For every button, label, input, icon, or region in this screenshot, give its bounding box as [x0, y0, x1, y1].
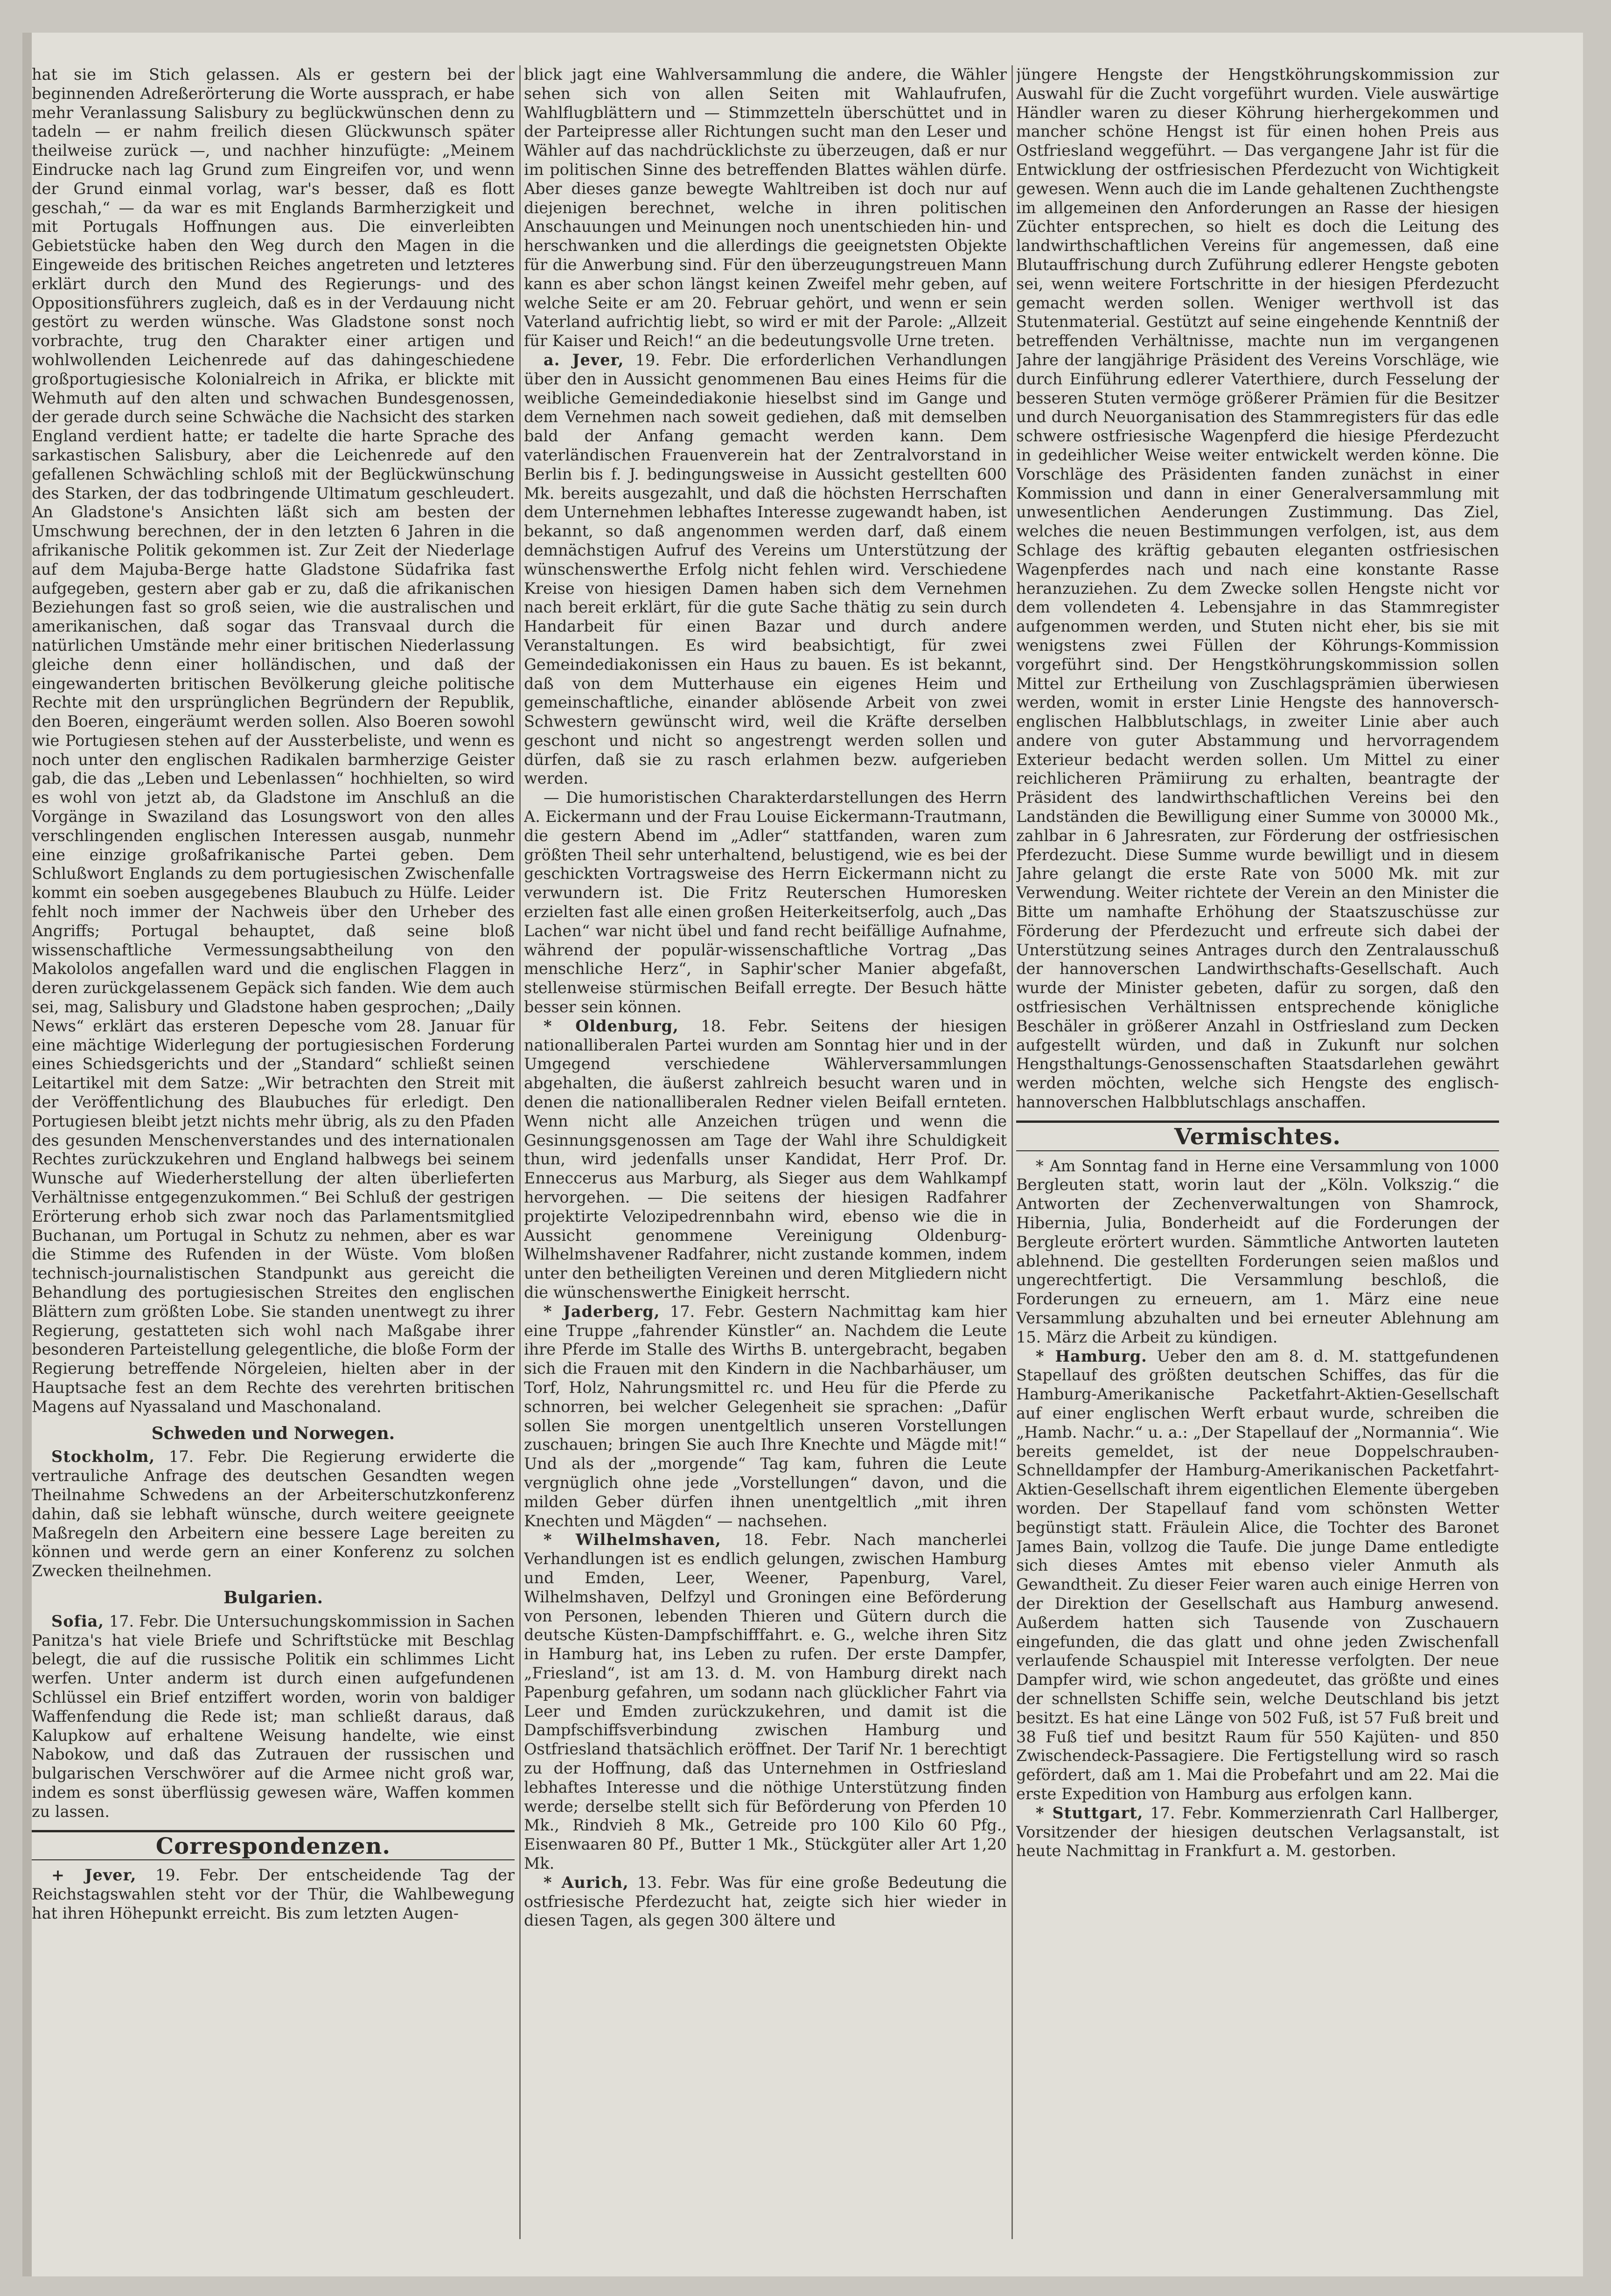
article-england-portugal: hat sie im Stich gelassen. Als er gestern bei der beginnenden Adreßerörterung die Worte aussprach, er habe mehr Veranlassung Salisbury zu beglückwünschen denn zu tadeln — er nahm freilich diesen Glückwunsch später theilweise zurück —, und nachher hinzufügte: „Meinem Eindrucke nach lag Grund zum Eingreifen vor, und wenn der Grund einmal vorlag, war's besser, daß es flott geschah,“ — da war es mit Englands Barmherzigkeit und mit Portugals Hoffnungen aus. Die einverleibten Gebietstücke haben den Weg durch den Magen in die Eingeweide des britischen Reiches angetreten und letzteres erklärt durch den Mund des Regierungs- und des Oppositionsführers zugleich, daß es in der Verdauung nicht gestört zu werden wünsche. Was Gladstone sonst noch vorbrachte, trug den Charakter einer artigen und wohlwollenden Leichenrede auf das dahingeschiedene großportugiesische Kolonialreich in Afrika, er blickte mit Wehmuth auf den alten und schwachen Bundesgenossen, der gerade durch seine Schwäche die Nachsicht des starken England verdient hatte; er tadelte die harte Sprache des sarkastischen Salisbury, aber die Leichenrede auf den gefallenen Schwächling schloß mit der Beglückwünschung des Starken, der das todbringende Ultimatum geschleudert. An Gladstone's Ansichten läßt sich am besten der Umschwung berechnen, der in den letzten 6 Jahren in die afrikanische Politik gekommen ist. Zur Zeit der Niederlage auf dem Majuba-Berge hatte Gladstone Südafrika fast aufgegeben, gestern aber gab er zu, daß die afrikanischen Beziehungen fast so groß seien, wie die australischen und amerikanischen, daß sogar das Transvaal durch die natürlichen Umstände mehr einer britischen Niederlassung gleiche denn einer holländischen, und daß der eingewanderten britischen Bevölkerung gleiche politische Rechte mit den ursprünglichen Begründern der Republik, den Boeren, eingeräumt werden sollen. Also Boeren sowohl wie Portugiesen stehen auf der Aussterbeliste, und wenn es noch unter den englischen Radikalen barmherzige Geister gab, die das „Leben und Lebenlassen“ hochhielten, so wird es wohl von jetzt ab, da Gladstone im Anschluß an die Vorgänge in Swaziland das Losungswort von den alles verschlingenden englischen Interessen ausgab, nunmehr eine einzige großafrikanische Partei geben. Dem Schlußwort Englands zu dem portugiesischen Zwischenfalle kommt ein soeben ausgegebenes Blaubuch zu Hülfe. Leider fehlt noch immer der Nachweis über den Urheber des Angriffs; Portugal behauptet, daß seine bloß wissenschaftliche Vermessungsabtheilung von den Makololos angefallen ward und die englischen Flaggen in deren zurückgelassenem Gepäck sich fanden. Wie dem auch sei, mag, Salisbury und Gladstone haben gesprochen; „Daily News“ erklärt das ersteren Depesche vom 28. Januar für eine mächtige Widerlegung der portugiesischen Forderung eines Schiedsgerichts und der „Standard“ schließt seinen Leitartikel mit dem Satze: „Wir betrachten den Streit mit der Veröffentlichung des Blaubuches für erledigt. Den Portugiesen bleibt jetzt nichts mehr übrig, als zu den Pfaden des gesunden Menschenverstandes und des internationalen Rechtes zurückzukehren und England halbwegs bei seinem Wunsche auf Wiederherstellung der alten überlieferten Verhältnisse entgegenzukommen.“ Bei Schluß der gestrigen Erörterung erhob sich zwar noch das Parlamentsmitglied Buchanan, um Portugal in Schutz zu nehmen, aber es war die Stimme des Rufenden in der Wüste. Vom bloßen technisch-journalistischen Standpunkt aus gereicht die Behandlung des portugiesischen Streites den englischen Blättern zum größten Lobe. Sie standen unentwegt zu ihrer Regierung, gestatteten sich wohl nach Maßgabe ihrer besonderen Parteistellung gelegentliche, die bloße Form der Regierung betreffende Nörgeleien, hielten aber in der Hauptsache fest an dem Rechte des verehrten britischen Magens auf Nyassaland und Maschonaland.: [32, 65, 515, 1416]
column-2: [524, 65, 1007, 2276]
column-rule-1: [519, 65, 521, 2239]
article-election-continued: blick jagt eine Wahlversammlung die andere, die Wähler sehen sich von allen Seiten mit Wahlaufrufen, Wahlflugblättern und — Stimmzetteln überschüttet und in der Parteipresse aller Richtungen sucht man den Leser und Wähler auf das nachdrücklichste zu überzeugen, daß er nur im politischen Sinne des betreffenden Blattes wählen dürfe. Aber dieses ganze bewegte Wahltreiben ist doch nur auf diejenigen berechnet, welche in ihren politischen Anschauungen und Meinungen noch unentschieden hin- und herschwanken und die allerdings die geeignetsten Objekte für die Anwerbung sind. Für den überzeugungstreuen Mann kann es aber schon längst keinen Zweifel mehr geben, auf welche Seite er am 20. Februar gehört, und wenn er sein Vaterland aufrichtig liebt, so wird er mit der Parole: „Allzeit für Kaiser und Reich!“ an die bedeutungsvolle Urne treten.: [524, 65, 1007, 350]
dateline-aurich: * Aurich,: [544, 1873, 629, 1892]
page-binding-edge: [22, 33, 32, 2276]
article-eickermann: — Die humoristischen Charakterdarstellungen des Herrn A. Eickermann und der Frau Louise Eickermann-Trautmann, die gestern Abend im „Adler“ stattfanden, waren zum größten Theil sehr unterhaltend, belustigend, wie es bei der geschickten Vortragsweise des Herrn Eickermann nicht zu verwundern ist. Die Fritz Reuterschen Humoresken erzielten fast alle einen großen Heiterkeitserfolg, auch „Das Lachen“ war nicht übel und fand recht beifällige Aufnahme, während der populär-wissenschaftliche Vortrag „Das menschliche Herz“, in Saphir'scher Manier abgefaßt, stellenweise stürmischen Beifall erregte. Der Besuch hätte besser sein können.: [524, 788, 1007, 1016]
dateline-hamburg: * Hamburg.: [1036, 1347, 1147, 1365]
dateline-stockholm: Stockholm,: [51, 1447, 155, 1466]
article-herne: * Am Sonntag fand in Herne eine Versammlung von 1000 Bergleuten statt, worin laut der „Köln. Volkszig.“ die Antworten der Zechenverwaltungen von Shamrock, Hibernia, Julia, Bonderheidt auf die Forderungen der Bergleute erörtert wurden. Sämmtliche Antworten lauteten ablehnend. Die gestellten Forderungen seien maßlos und ungerechtfertigt. Die Versammlung beschloß, die Forderungen zu erneuern, am 1. März eine neue Versammlung abzuhalten und bei erneuter Ablehnung am 15. März die Arbeit zu kündigen.: [1016, 1156, 1499, 1346]
section-heading-vermischtes: Vermischtes.: [1016, 1120, 1499, 1151]
dateline-jever-a: a. Jever,: [544, 350, 624, 369]
article-stockholm: Stockholm, 17. Febr. Die Regierung erwiderte die vertrauliche Anfrage des deutschen Gesandten wegen Theilnahme Schwedens an der Arbeiterschutzkonferenz dahin, daß sie lebhaft wünsche, durch weitere geeignete Maßregeln den Arbeitern eine bessere Lage bereiten zu können und werde gern an einer Konferenz zu solchen Zwecken theilnehmen.: [32, 1447, 515, 1580]
article-jaderberg: * Jaderberg, 17. Febr. Gestern Nachmittag kam hier eine Truppe „fahrender Künstler“ an. Nachdem die Leute ihre Pferde im Stalle des Wirths B. untergebracht, begaben sich die Frauen mit den Kindern in die Nachbarhäuser, um Torf, Holz, Nahrungsmittel rc. und Heu für die Pferde zu schnorren, bei welcher Gelegenheit sie sprachen: „Dafür sollen Sie morgen unentgeltlich unseren Vorstellungen zuschauen; bringen Sie auch Ihre Knechte und Mägde mit!“ Und als der „morgende“ Tag kam, fuhren die Leute vergnüglich ohne jede „Vorstellungen“ davon, und die milden Geber dürfen ihnen unentgeltlich „mit ihren Knechten und Mägden“ — nachsehen.: [524, 1302, 1007, 1530]
dateline-oldenburg: * Oldenburg,: [544, 1016, 679, 1035]
newspaper-page: [22, 33, 1583, 2276]
article-jever-diakonie: a. Jever, 19. Febr. Die erforderlichen Verhandlungen über den in Aussicht genommenen Bau eines Heims für die weibliche Gemeindediakonie hieselbst sind im Gange und dem Vernehmen nach soweit gediehen, daß mit demselben bald der Anfang gemacht werden kann. Dem vaterländischen Frauenverein hat der Zentralvorstand in Berlin bis f. J. bedingungsweise in Aussicht gestellten 600 Mk. bereits ausgezahlt, und daß die höchsten Herrschaften dem Unternehmen lebhaftes Interesse zugewandt haben, ist bekannt, so daß angenommen werden darf, daß einem demnächstigen Aufruf des Vereins um Unterstützung der wünschenswerthe Erfolg nicht fehlen wird. Verschiedene Kreise von hiesigen Damen haben sich dem Vernehmen nach bereit erklärt, für die gute Sache thätig zu sein durch Handarbeit für einen Bazar und durch andere Veranstaltungen. Es wird beabsichtigt, für zwei Gemeindediakonissen ein Haus zu bauen. Es ist bekannt, daß von dem Mutterhause ein eigenes Heim und gemeinschaftliche, einander ablösende Arbeit von zwei Schwestern gewünscht wird, weil die Kräfte derselben geschont und nicht so angestrengt werden sollen und dürfen, daß sie zu rasch erlahmen bezw. aufgerieben werden.: [524, 350, 1007, 788]
article-sofia: Sofia, 17. Febr. Die Untersuchungskommission in Sachen Panitza's hat viele Briefe und Schriftstücke mit Beschlag belegt, die auf die russische Politik ein schlimmes Licht werfen. Unter anderm ist durch einen aufgefundenen Schlüssel ein Brief entziffert worden, worin von baldiger Waffenfendung die Rede ist; man schließt daraus, daß Kalupkow auf erhaltene Weisung handelte, wie einst Nabokow, und daß das Zutrauen der russischen und bulgarischen Verschwörer auf die Armee nicht groß war, indem es sonst überflüssig gewesen wäre, Waffen kommen zu lassen.: [32, 1612, 515, 1821]
section-heading-bulgaria: Bulgarien.: [223, 1587, 323, 1607]
article-jever-election: + Jever, 19. Febr. Der entscheidende Tag der Reichstagswahlen steht vor der Thür, die Wahlbewegung hat ihren Höhepunkt erreicht. Bis zum letzten Augen-: [32, 1866, 515, 1922]
dateline-sofia: Sofia,: [51, 1612, 105, 1630]
article-stuttgart: * Stuttgart, 17. Febr. Kommerzienrath Carl Hallberger, Vorsitzender der hiesigen deutschen Verlagsanstalt, ist heute Nachmittag in Frankfurt a. M. gestorben.: [1016, 1803, 1499, 1860]
column-3: [1016, 65, 1499, 2276]
article-wilhelmshaven: * Wilhelmshaven, 18. Febr. Nach mancherlei Verhandlungen ist es endlich gelungen, zwischen Hamburg und Emden, Leer, Weener, Papenburg, Varel, Wilhelmshaven, Delfzyl und Groningen eine Beförderung von Personen, lebenden Thieren und Gütern durch die deutsche Küsten-Dampfschifffahrt. e. G., welche ihren Sitz in Hamburg hat, ins Leben zu rufen. Der erste Dampfer, „Friesland“, ist am 13. d. M. von Hamburg direkt nach Papenburg gefahren, um sodann nach glücklicher Fahrt via Leer und Emden zurückzukehren, und damit ist die Dampfschiffsverbindung zwischen Hamburg und Ostfriesland thatsächlich eröffnet. Der Tarif Nr. 1 berechtigt zu der Hoffnung, daß das Unternehmen in Ostfriesland lebhaftes Interesse und die nöthige Unterstützung finden werde; derselbe stellt sich für Beförderung von Pferden 10 Mk., Rindvieh 8 Mk., Getreide pro 100 Kilo 60 Pfg., Eisenwaaren 80 Pf., Butter 1 Mk., Stückgüter aller Art 1,20 Mk.: [524, 1531, 1007, 1872]
article-hamburg: * Hamburg. Ueber den am 8. d. M. stattgefundenen Stapellauf des größten deutschen Schiffes, das für die Hamburg-Amerikanische Packetfahrt-Aktien-Gesellschaft auf einer englischen Werft erbaut wurde, schreiben die „Hamb. Nachr.“ u. a.: „Der Stapellauf der „Normannia“. Wie bereits gemeldet, ist der neue Doppelschrauben-Schnelldampfer der Hamburg-Amerikanischen Packetfahrt-Aktien-Gesellschaft ihrem eigentlichen Elemente übergeben worden. Der Stapellauf fand vom schönsten Wetter begünstigt statt. Fräulein Alice, die Tochter des Baronet James Bain, vollzog die Taufe. Die junge Dame entledigte sich dieses Amtes mit ebenso vieler Anmuth als Gewandtheit. Zu dieser Feier waren auch einige Herren von der Direktion der Gesellschaft aus Hamburg anwesend. Außerdem hatten sich Tausende von Zuschauern eingefunden, die das glatt und ohne jeden Zwischenfall verlaufende Schauspiel mit Interesse verfolgten. Der neue Dampfer wird, wie schon angedeutet, das größte und eines der schnellsten Schiffe sein, welche Deutschland bis jetzt besitzt. Es hat eine Länge von 502 Fuß, ist 57 Fuß breit und 38 Fuß tief und besitzt Raum für 550 Kajüten- und 850 Zwischendeck-Passagiere. Die Fertigstellung wird so rasch gefördert, daß am 1. Mai die Probefahrt und am 22. Mai die erste Expedition von Hamburg aus erfolgen kann.: [1016, 1347, 1499, 1803]
column-1: [32, 65, 515, 2276]
article-aurich: * Aurich, 13. Febr. Was für eine große Bedeutung die ostfriesische Pferdezucht hat, zeigte sich hier wieder in diesen Tagen, als gegen 300 ältere und: [524, 1873, 1007, 1930]
dateline-jever: + Jever,: [51, 1866, 137, 1885]
section-heading-correspondenzen: Correspondenzen.: [32, 1830, 515, 1861]
dateline-wilhelmshaven: * Wilhelmshaven,: [544, 1531, 721, 1549]
column-rule-2: [1011, 65, 1013, 2239]
dateline-stuttgart: * Stuttgart,: [1036, 1803, 1144, 1822]
article-aurich-continued: jüngere Hengste der Hengstköhrungskommission zur Auswahl für die Zucht vorgeführt wurden. Viele auswärtige Händler waren zu dieser Köhrung hierhergekommen und mancher schöne Hengst ist für einen hohen Preis aus Ostfriesland weggeführt. — Das vergangene Jahr ist für die Entwicklung der ostfriesischen Pferdezucht von Wichtigkeit gewesen. Wenn auch die im Lande gehaltenen Zuchthengste im allgemeinen den Anforderungen an Rasse der hiesigen Züchter entsprechen, so hielt es doch die Leitung des landwirthschaftlichen Vereins für angemessen, daß eine Blutauffrischung durch Zuführung edlerer Hengste geboten sei, wenn weitere Fortschritte in der hiesigen Pferdezucht gemacht werden sollen. Weniger werthvoll ist das Stutenmaterial. Gestützt auf seine eingehende Kenntniß der betreffenden Verhältnisse, machte nun im vergangenen Jahre der langjährige Präsident des Vereins Vorschläge, wie durch Einführung edlerer Vaterthiere, durch Fesselung der besseren Stuten vermöge größerer Prämien für die Besitzer und durch Neuorganisation des Stammregisters für das edle schwere ostfriesische Wagenpferd die hiesige Pferdezucht in gedeihlicher Weise weiter entwickelt werden könne. Die Vorschläge des Präsidenten fanden zunächst in einer Kommission und dann in einer Generalversammlung mit unwesentlichen Aenderungen Zustimmung. Das Ziel, welches die neuen Bestimmungen verfolgen, ist, aus dem Schlage des kräftig gebauten eleganten ostfriesischen Wagenpferdes nach und nach eine konstante Rasse heranzuziehen. Zu dem Zwecke sollen Hengste nicht vor dem vollendeten 4. Lebensjahre in das Stammregister aufgenommen werden, und Stuten nicht eher, bis sie mit wenigstens zwei Füllen der Köhrungs-Kommission vorgeführt sind. Der Hengstköhrungskommission sollen Mittel zur Ertheilung von Zuschlagsprämien überwiesen werden, womit in erster Linie Hengste des hannoversch-englischen Halbblutschlags, in zweiter Linie aber auch andere von guter Abstammung und hervorragendem Exterieur bedacht werden sollen. Um Mittel zu einer reichlicheren Prämiirung zu erhalten, beantragte der Präsident des landwirthschaftlichen Vereins bei den Landständen die Bewilligung einer Summe von 30000 Mk., zahlbar in 6 Jahresraten, zur Förderung der ostfriesischen Pferdezucht. Diese Summe wurde bewilligt und in diesem Jahre gelangt die erste Rate von 5000 Mk. mit zur Verwendung. Weiter richtete der Verein an den Minister die Bitte um namhafte Erhöhung der Staatszuschüsse zur Förderung der Pferdezucht und erfreute sich dabei der Unterstützung seines Antrages durch den Zentralausschuß der hannoverschen Landwirthschafts-Gesellschaft. Auch wurde der Minister gebeten, dafür zu sorgen, daß den ostfriesischen Verhältnissen entsprechende königliche Beschäler in größerer Anzahl in Ostfriesland zum Decken aufgestellt würden, und daß in Zukunft nur solchen Hengsthaltungs-Genossenschaften Staatsdarlehen gewährt werden möchten, welche sich Hengste des englisch-hannoverschen Halbblutschlags anschaffen.: [1016, 65, 1499, 1112]
dateline-jaderberg: * Jaderberg,: [544, 1302, 660, 1321]
article-oldenburg: * Oldenburg, 18. Febr. Seitens der hiesigen nationalliberalen Partei wurden am Sonntag hier und in der Umgegend verschiedene Wählerversammlungen abgehalten, die äußerst zahlreich besucht waren und in denen die nationalliberalen Redner vielen Beifall ernteten. Wenn nicht alle Anzeichen trügen und wenn die Gesinnungsgenossen am Tage der Wahl ihre Schuldigkeit thun, wird jedenfalls unser Kandidat, Herr Prof. Dr. Enneccerus aus Marburg, als Sieger aus dem Wahlkampf hervorgehen. — Die seitens der hiesigen Radfahrer projektirte Velozipedrennbahn wird, ebenso wie die in Aussicht genommene Vereinigung Oldenburg-Wilhelmshavener Radfahrer, nicht zustande kommen, indem unter den betheiligten Vereinen und deren Mitgliedern nicht die wünschenswerthe Einigkeit herrscht.: [524, 1016, 1007, 1301]
section-heading-sweden: Schweden und Norwegen.: [151, 1423, 395, 1443]
